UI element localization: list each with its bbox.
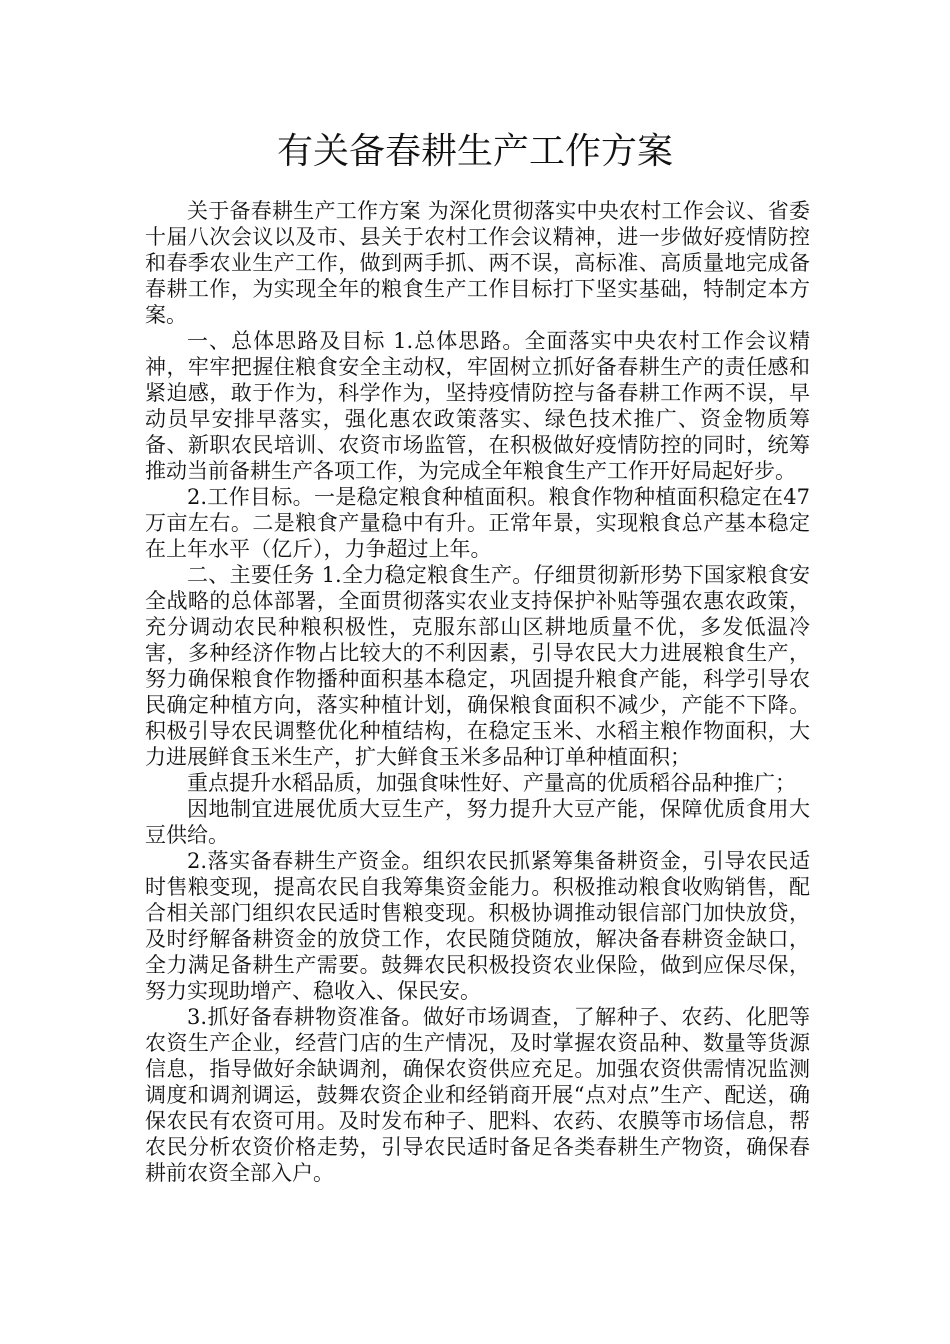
paragraph-overall-approach: 一、总体思路及目标 1.总体思路。全面落实中央农村工作会议精神，牢牢把握住粮食安全主动权，牢固树立抓好备春耕生产的责任感和紧迫感，敢于作为，科学作为，坚持疫情防控与备春耕工作两不误，早动员早安排早落实，强化惠农政策落实、绿色技术推广、资金物质筹备、新职农民培训、农资市场监管，在积极做好疫情防控的同时，统筹推动当前备耕生产各项工作，为完成全年粮食生产工作开好局起好步。 [145,329,810,483]
paragraph-work-goals: 2.工作目标。一是稳定粮食种植面积。粮食作物种植面积稳定在47万亩左右。二是粮食产量稳中有升。正常年景，实现粮食总产基本稳定在上年水平（亿斤），力争超过上年。 [145,485,810,561]
paragraph-materials: 3.抓好备春耕物资准备。做好市场调查，了解种子、农药、化肥等农资生产企业，经营门店的生产情况，及时掌握农资品种、数量等货源信息，指导做好余缺调剂，确保农资供应充足。加强农资供需情况监测调度和调剂调运，鼓舞农资企业和经销商开展“点对点”生产、配送，确保农民有农资可用。及时发布种子、肥料、农药、农膜等市场信息，帮农民分析农资价格走势，引导农民适时备足各类春耕生产物资，确保春耕前农资全部入户。 [145,1005,810,1185]
paragraph-main-tasks: 二、主要任务 1.全力稳定粮食生产。仔细贯彻新形势下国家粮食安全战略的总体部署，全面贯彻落实农业支持保护补贴等强农惠农政策，充分调动农民种粮积极性，克服东部山区耕地质量不优，多发低温冷害，多种经济作物占比较大的不利因素，引导农民大力进展粮食生产，努力确保粮食作物播种面积基本稳定，巩固提升粮食产能，科学引导农民确定种植方向，落实种植计划，确保粮食面积不减少，产能不下降。积极引导农民调整优化种植结构，在稳定玉米、水稻主粮作物面积，大力进展鲜食玉米生产，扩大鲜食玉米多品种订单种植面积； [145,563,810,769]
paragraph-intro: 关于备春耕生产工作方案 为深化贯彻落实中央农村工作会议、省委十届八次会议以及市、县关于农村工作会议精神，进一步做好疫情防控和春季农业生产工作，做到两手抓、两不误，高标准、高质量地完成备春耕工作，为实现全年的粮食生产工作目标打下坚实基础，特制定本方案。 [145,199,810,327]
paragraph-rice-quality: 重点提升水稻品质，加强食味性好、产量高的优质稻谷品种推广； [187,771,796,795]
document-title: 有关备春耕生产工作方案 [276,131,673,172]
paragraph-funding: 2.落实备春耕生产资金。组织农民抓紧筹集备耕资金，引导农民适时售粮变现，提高农民自我筹集资金能力。积极推动粮食收购销售，配合相关部门组织农民适时售粮变现。积极协调推动银信部门加快放贷，及时纾解备耕资金的放贷工作，农民随贷随放，解决备春耕资金缺口，全力满足备耕生产需要。鼓舞农民积极投资农业保险，做到应保尽保，努力实现助增产、稳收入、保民安。 [145,849,810,1003]
paragraph-soybean: 因地制宜进展优质大豆生产，努力提升大豆产能，保障优质食用大豆供给。 [145,797,810,847]
document-body [145,198,810,1186]
